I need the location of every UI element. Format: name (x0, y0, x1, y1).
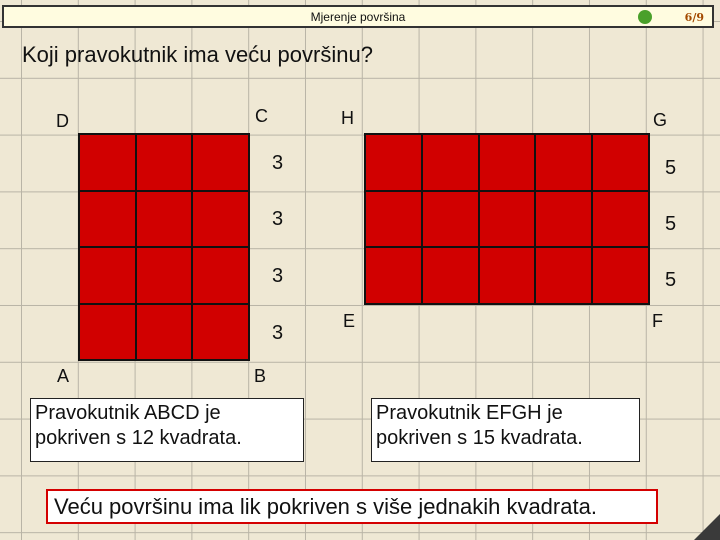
grid-square (423, 248, 478, 303)
grid-square (193, 305, 248, 360)
vertex-label-c: C (255, 106, 268, 126)
vertex-label-g: G (653, 110, 668, 130)
grid-square (480, 248, 535, 303)
note-efgh: Pravokutnik EFGH je pokriven s 15 kvadrata. (371, 398, 640, 462)
grid-square (536, 192, 591, 247)
side-count-efgh: 5 (665, 157, 677, 179)
grid-square (193, 192, 248, 247)
grid-square (423, 192, 478, 247)
page-counter: 6/9 (684, 11, 704, 24)
rectangle-abcd (78, 133, 250, 361)
grid-square (193, 135, 248, 190)
vertex-label-e: E (343, 311, 356, 331)
vertex-label-f: F (652, 311, 663, 331)
side-count-efgh: 5 (665, 213, 677, 235)
page-corner-icon (694, 514, 720, 540)
side-count-abcd: 3 (272, 322, 284, 344)
vertex-label-b: B (254, 366, 267, 386)
rectangle-efgh (364, 133, 650, 305)
side-count-efgh: 5 (665, 269, 677, 291)
grid-square (593, 192, 648, 247)
vertex-label-h: H (341, 108, 354, 128)
grid-square (593, 248, 648, 303)
side-count-abcd: 3 (272, 152, 284, 174)
grid-square (80, 135, 135, 190)
grid-square (137, 192, 192, 247)
grid-square (137, 305, 192, 360)
vertex-label-d: D (56, 111, 69, 131)
grid-square (366, 248, 421, 303)
grid-square (80, 305, 135, 360)
header-title: Mjerenje površina (310, 10, 406, 24)
status-dot-icon (638, 10, 652, 24)
note-abcd: Pravokutnik ABCD je pokriven s 12 kvadrata. (30, 398, 304, 462)
grid-square (80, 192, 135, 247)
vertex-label-a: A (57, 366, 70, 386)
grid-square (137, 248, 192, 303)
grid-square (137, 135, 192, 190)
grid-square (480, 192, 535, 247)
side-count-abcd: 3 (272, 265, 284, 287)
grid-square (80, 248, 135, 303)
grid-square (480, 135, 535, 190)
grid-square (536, 248, 591, 303)
grid-square (536, 135, 591, 190)
grid-square (193, 248, 248, 303)
side-count-abcd: 3 (272, 208, 284, 230)
grid-square (423, 135, 478, 190)
grid-square (366, 192, 421, 247)
question-text: Koji pravokutnik ima veću površinu? (22, 42, 373, 67)
grid-square (593, 135, 648, 190)
grid-square (366, 135, 421, 190)
header-bar (2, 5, 714, 28)
conclusion-text: Veću površinu ima lik pokriven s više jednakih kvadrata. (46, 489, 658, 524)
